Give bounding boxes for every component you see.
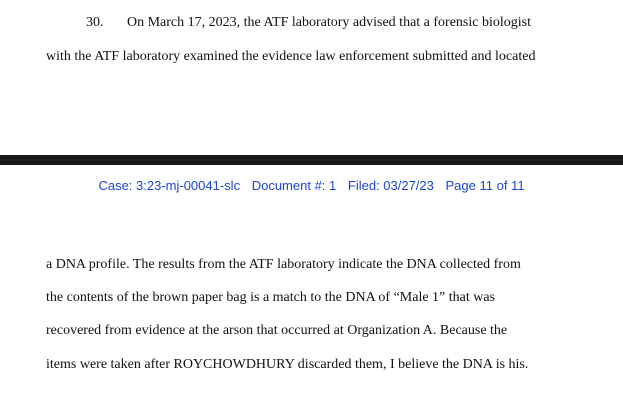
text-line-4: the contents of the brown paper bag is a match to the DNA of “Male 1” that was bbox=[46, 290, 496, 305]
case-header bbox=[0, 177, 623, 195]
page-indicator: Page 11 of 11 bbox=[445, 178, 525, 193]
text-line-5: recovered from evidence at the arson that occurred at Organization A. Because the bbox=[46, 323, 508, 338]
filed-date: Filed: 03/27/23 bbox=[347, 178, 434, 193]
case-number: Case: 3:23-mj-00041-slc bbox=[98, 178, 241, 193]
text-line-1: On March 17, 2023, the ATF laboratory advised that a forensic biologist bbox=[127, 15, 531, 30]
paragraph-number: 30. bbox=[86, 15, 104, 30]
document-number: Document #: 1 bbox=[251, 178, 337, 193]
text-line-2: with the ATF laboratory examined the evidence law enforcement submitted and located bbox=[46, 49, 536, 64]
text-line-3: a DNA profile. The results from the ATF laboratory indicate the DNA collected from bbox=[46, 257, 521, 272]
page-divider bbox=[0, 155, 623, 165]
text-line-6: items were taken after ROYCHOWDHURY discarded them, I believe the DNA is his. bbox=[46, 357, 529, 372]
